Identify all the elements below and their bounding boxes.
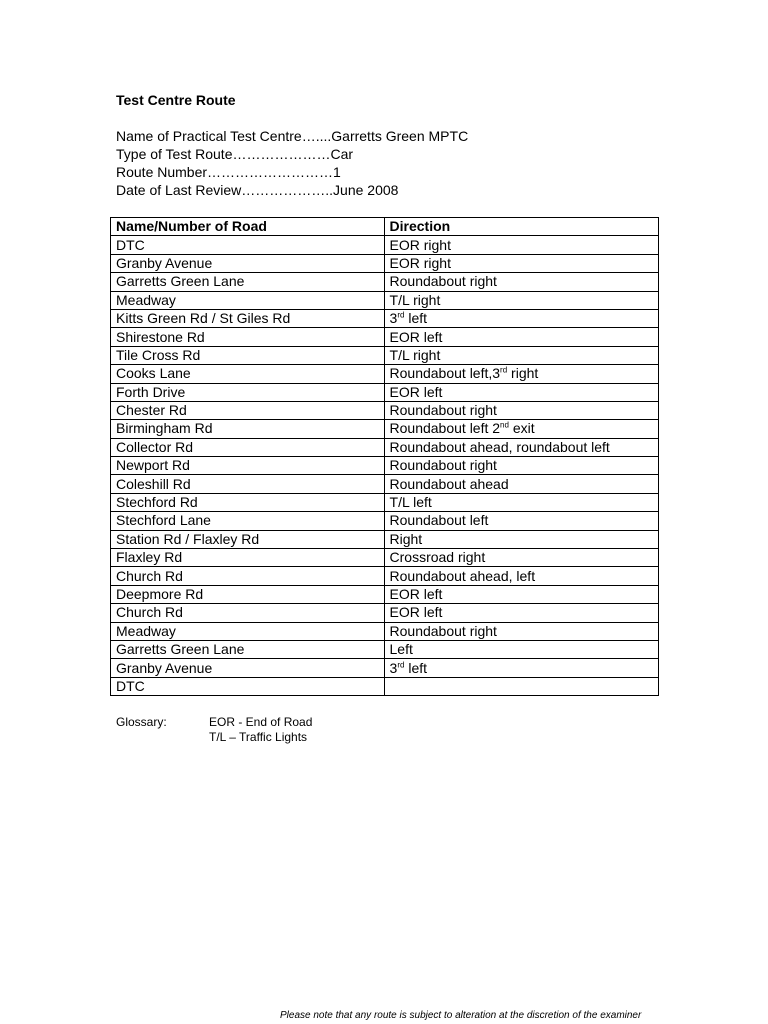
table-row: [111, 365, 659, 383]
direction-text: 3: [389, 310, 398, 327]
road-name-cell: DTC: [111, 677, 385, 695]
direction-cell: [384, 401, 658, 419]
table-row: [111, 254, 659, 272]
direction-text: Right: [389, 530, 423, 547]
table-row: [111, 236, 659, 254]
direction-text: Left: [389, 641, 413, 658]
column-header-direction: Direction: [384, 218, 658, 236]
test-centre-line: Name of Practical Test Centre…....Garretts Green MPTC: [116, 128, 469, 144]
glossary-item: T/L – Traffic Lights: [209, 730, 308, 744]
road-name-cell: Cooks Lane: [111, 365, 385, 383]
direction-text: Roundabout right: [389, 622, 497, 639]
table-row: [111, 677, 659, 695]
road-name-cell: Church Rd: [111, 604, 385, 622]
road-name-cell: Deepmore Rd: [111, 585, 385, 603]
direction-text: Roundabout right: [389, 273, 497, 290]
column-header-road: Name/Number of Road: [111, 218, 385, 236]
road-name-cell: Granby Avenue: [111, 254, 385, 272]
direction-cell: [384, 585, 658, 603]
table-row: [111, 420, 659, 438]
glossary-item: EOR - End of Road: [209, 715, 313, 729]
direction-cell: [384, 236, 658, 254]
direction-cell: [384, 309, 658, 327]
direction-cell: [384, 383, 658, 401]
table-row: [111, 659, 659, 677]
direction-text: Roundabout right: [389, 457, 497, 474]
road-name-cell: Birmingham Rd: [111, 420, 385, 438]
glossary-label: Glossary:: [116, 715, 167, 729]
direction-text-rest: left: [404, 659, 428, 676]
ordinal-suffix: rd: [500, 365, 508, 375]
direction-text-rest: right: [507, 365, 539, 382]
direction-cell: [384, 640, 658, 658]
direction-text: EOR left: [389, 328, 443, 345]
last-review-line: Date of Last Review………………..June 2008: [116, 182, 399, 198]
direction-cell: [384, 567, 658, 585]
direction-text: EOR right: [389, 254, 451, 271]
direction-text: Roundabout left 2: [389, 420, 501, 437]
page-title: Test Centre Route: [116, 92, 236, 108]
table-row: [111, 493, 659, 511]
direction-text: Roundabout ahead, left: [389, 567, 536, 584]
direction-cell: [384, 677, 658, 695]
direction-cell: [384, 549, 658, 567]
table-row: [111, 604, 659, 622]
direction-cell: [384, 604, 658, 622]
road-name-cell: Stechford Rd: [111, 493, 385, 511]
table-row: [111, 530, 659, 548]
table-row: [111, 383, 659, 401]
direction-text: EOR right: [389, 236, 451, 253]
direction-cell: [384, 291, 658, 309]
ordinal-suffix: rd: [397, 310, 405, 320]
road-name-cell: Coleshill Rd: [111, 475, 385, 493]
direction-cell: [384, 328, 658, 346]
route-table-body: [111, 236, 659, 696]
road-name-cell: Church Rd: [111, 567, 385, 585]
road-name-cell: Stechford Lane: [111, 512, 385, 530]
table-header-row: [111, 218, 659, 236]
direction-cell: [384, 475, 658, 493]
road-name-cell: Garretts Green Lane: [111, 273, 385, 291]
road-name-cell: Collector Rd: [111, 438, 385, 456]
direction-cell: [384, 365, 658, 383]
direction-cell: [384, 659, 658, 677]
table-row: [111, 346, 659, 364]
table-row: [111, 585, 659, 603]
direction-text: EOR left: [389, 586, 443, 602]
road-name-cell: Newport Rd: [111, 457, 385, 475]
direction-cell: [384, 254, 658, 272]
direction-text: Crossroad right: [389, 549, 486, 566]
table-row: [111, 549, 659, 567]
table-row: [111, 309, 659, 327]
direction-cell: [384, 493, 658, 511]
table-row: [111, 475, 659, 493]
road-name-cell: Garretts Green Lane: [111, 640, 385, 658]
direction-text: Roundabout left,3: [389, 365, 501, 382]
direction-text: Roundabout ahead, roundabout left: [389, 438, 610, 455]
direction-text-rest: exit: [508, 420, 535, 437]
direction-text: EOR left: [389, 383, 443, 400]
road-name-cell: Granby Avenue: [111, 659, 385, 677]
road-name-cell: Meadway: [111, 291, 385, 309]
road-name-cell: DTC: [111, 236, 385, 254]
table-row: [111, 640, 659, 658]
test-route-type-line: Type of Test Route…………………Car: [116, 146, 354, 162]
direction-cell: [384, 273, 658, 291]
direction-cell: [384, 512, 658, 530]
route-number-line: Route Number………………………1: [116, 164, 341, 180]
road-name-cell: Forth Drive: [111, 383, 385, 401]
table-row: [111, 512, 659, 530]
road-name-cell: Shirestone Rd: [111, 328, 385, 346]
table-row: [111, 457, 659, 475]
direction-cell: [384, 420, 658, 438]
road-name-cell: Tile Cross Rd: [111, 346, 385, 364]
direction-text: EOR left: [389, 604, 443, 621]
ordinal-suffix: nd: [500, 420, 509, 430]
glossary-items: [209, 715, 312, 745]
road-name-cell: Meadway: [111, 622, 385, 640]
direction-cell: [384, 530, 658, 548]
table-row: [111, 273, 659, 291]
direction-cell: [384, 622, 658, 640]
table-row: [111, 567, 659, 585]
direction-text: T/L right: [389, 346, 441, 363]
direction-text: Roundabout ahead: [389, 475, 509, 492]
route-table: [110, 217, 659, 696]
direction-text: Roundabout left: [389, 512, 489, 529]
road-name-cell: Chester Rd: [111, 401, 385, 419]
table-row: [111, 438, 659, 456]
road-name-cell: Kitts Green Rd / St Giles Rd: [111, 309, 385, 327]
direction-text-rest: left: [404, 310, 428, 327]
road-name-cell: Flaxley Rd: [111, 549, 385, 567]
route-info: [116, 127, 468, 199]
direction-text: Roundabout right: [389, 402, 497, 419]
ordinal-suffix: rd: [397, 659, 405, 669]
direction-text: T/L right: [389, 291, 441, 308]
direction-cell: [384, 438, 658, 456]
table-row: [111, 401, 659, 419]
road-name-cell: Station Rd / Flaxley Rd: [111, 530, 385, 548]
direction-text: 3: [389, 659, 398, 676]
table-row: [111, 328, 659, 346]
table-row: [111, 622, 659, 640]
direction-cell: [384, 457, 658, 475]
table-row: [111, 291, 659, 309]
footnote: Please note that any route is subject to alteration at the discretion of the examiner: [280, 1010, 642, 1021]
direction-text: T/L left: [389, 494, 432, 511]
direction-cell: [384, 346, 658, 364]
